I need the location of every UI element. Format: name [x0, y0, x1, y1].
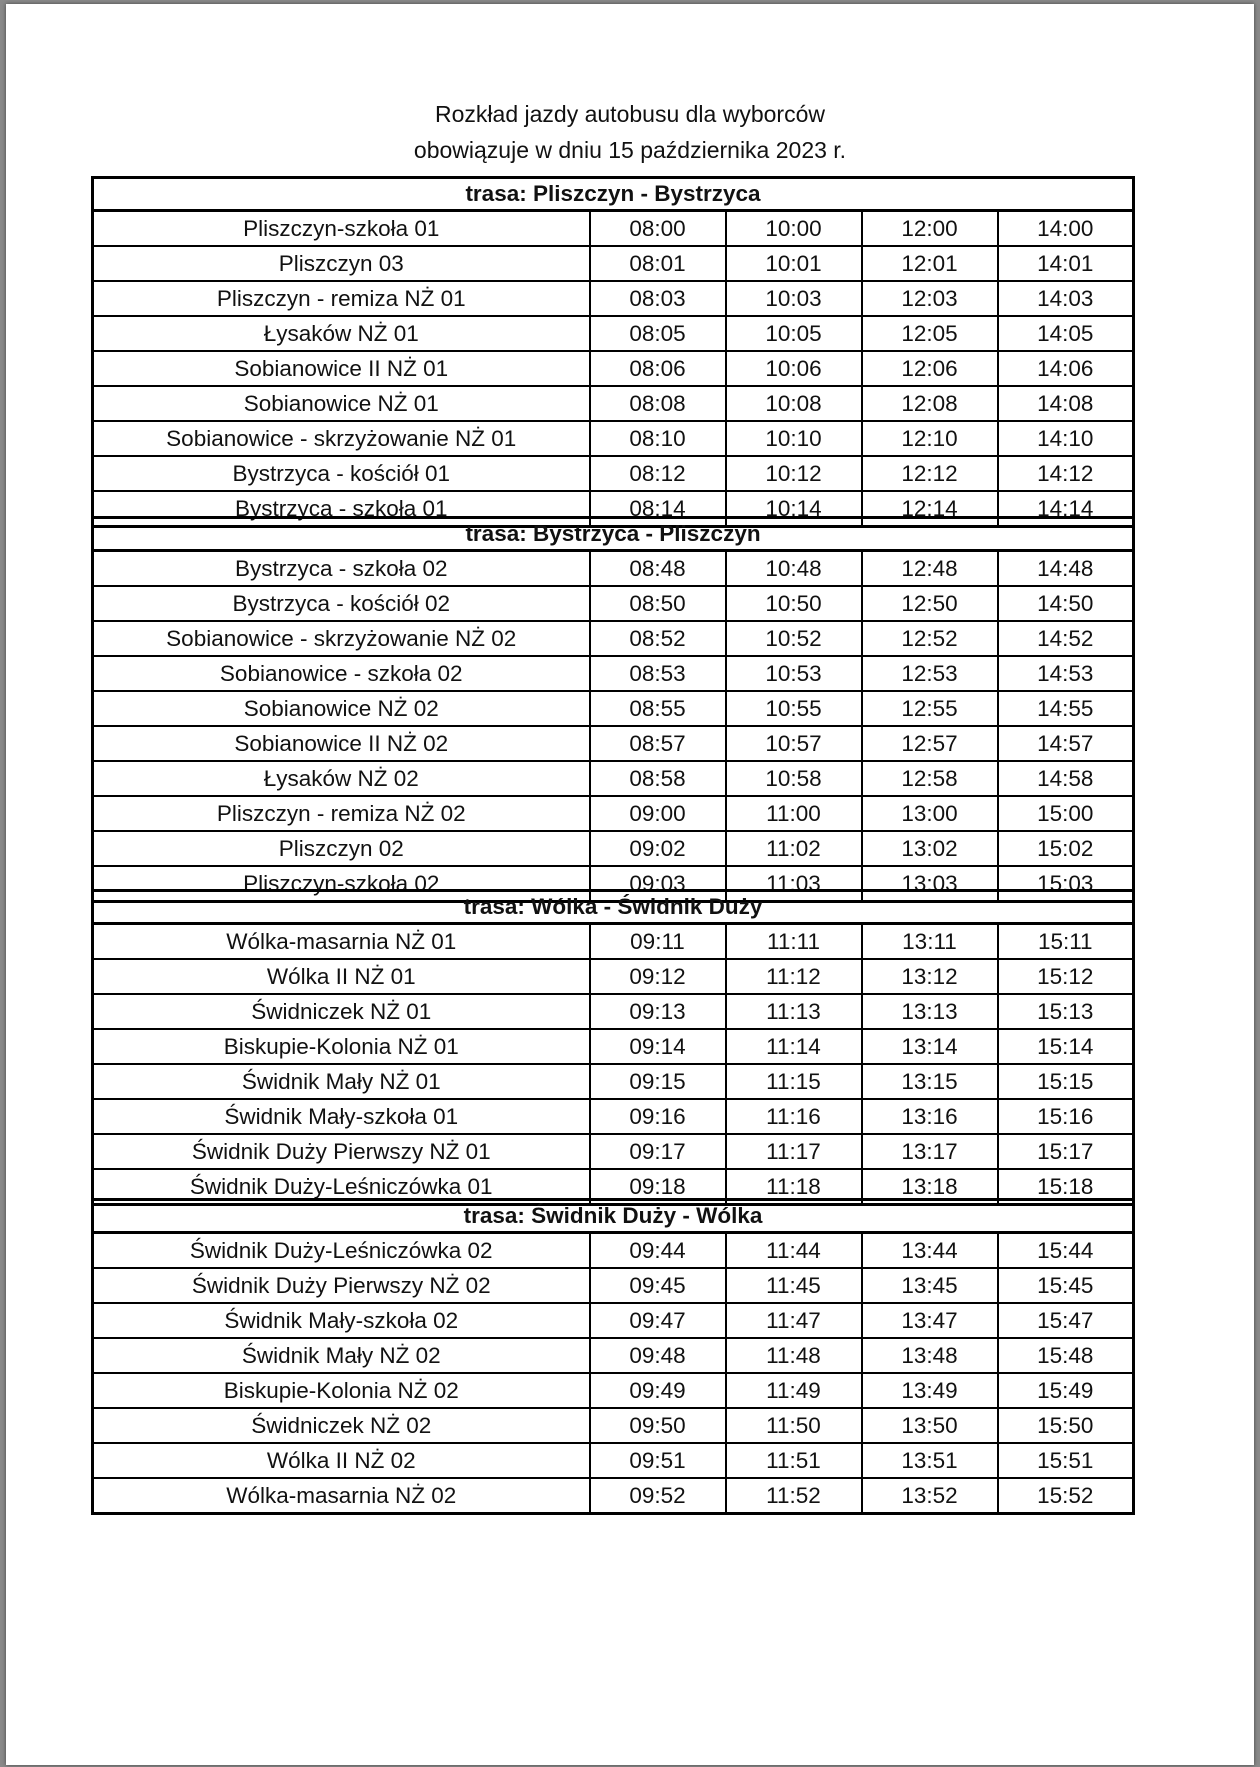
- departure-time: 15:03: [998, 866, 1134, 902]
- departure-time: 15:02: [998, 831, 1134, 866]
- departure-time: 12:55: [862, 691, 998, 726]
- departure-time: 08:53: [590, 656, 726, 691]
- stop-name: Pliszczyn 02: [93, 831, 590, 866]
- departure-time: 13:17: [862, 1134, 998, 1169]
- departure-time: 10:50: [726, 586, 862, 621]
- departure-time: 09:16: [590, 1099, 726, 1134]
- departure-time: 14:01: [998, 246, 1134, 281]
- departure-time: 13:14: [862, 1029, 998, 1064]
- table-row: [93, 456, 1134, 491]
- departure-time: 10:01: [726, 246, 862, 281]
- departure-time: 10:52: [726, 621, 862, 656]
- departure-time: 10:53: [726, 656, 862, 691]
- stop-name: Świdnik Duży-Leśniczówka 01: [93, 1169, 590, 1205]
- departure-time: 15:13: [998, 994, 1134, 1029]
- table-row: [93, 1064, 1134, 1099]
- departure-time: 11:12: [726, 959, 862, 994]
- departure-time: 13:45: [862, 1268, 998, 1303]
- stop-name: Bystrzyca - kościół 01: [93, 456, 590, 491]
- stop-name: Wólka-masarnia NŻ 01: [93, 924, 590, 960]
- departure-time: 15:49: [998, 1373, 1134, 1408]
- departure-time: 12:03: [862, 281, 998, 316]
- table-row: [93, 831, 1134, 866]
- departure-time: 12:00: [862, 211, 998, 247]
- table-row: [93, 761, 1134, 796]
- departure-time: 08:55: [590, 691, 726, 726]
- departure-time: 14:10: [998, 421, 1134, 456]
- departure-time: 14:55: [998, 691, 1134, 726]
- header-date: obowiązuje w dniu 15 października 2023 r.: [413, 137, 847, 163]
- departure-time: 09:11: [590, 924, 726, 960]
- table-row: [93, 421, 1134, 456]
- departure-time: 13:51: [862, 1443, 998, 1478]
- table-row: [93, 1134, 1134, 1169]
- departure-time: 12:57: [862, 726, 998, 761]
- route-title: trasa: Świdnik Duży - Wólka: [93, 1200, 1134, 1233]
- departure-time: 10:57: [726, 726, 862, 761]
- departure-time: 13:18: [862, 1169, 998, 1205]
- route-title-row: [93, 178, 1134, 211]
- departure-time: 14:14: [998, 491, 1134, 527]
- departure-time: 13:15: [862, 1064, 998, 1099]
- departure-time: 09:51: [590, 1443, 726, 1478]
- departure-time: 10:05: [726, 316, 862, 351]
- departure-time: 09:14: [590, 1029, 726, 1064]
- departure-time: 08:52: [590, 621, 726, 656]
- departure-time: 13:50: [862, 1408, 998, 1443]
- departure-time: 08:00: [590, 211, 726, 247]
- route-title-row: [93, 1200, 1134, 1233]
- departure-time: 09:03: [590, 866, 726, 902]
- route-table: [91, 176, 1135, 528]
- departure-time: 10:03: [726, 281, 862, 316]
- stop-name: Świdnik Mały-szkoła 01: [93, 1099, 590, 1134]
- table-row: [93, 1268, 1134, 1303]
- stop-name: Świdnik Duży Pierwszy NŻ 02: [93, 1268, 590, 1303]
- departure-time: 13:12: [862, 959, 998, 994]
- departure-time: 09:18: [590, 1169, 726, 1205]
- departure-time: 11:02: [726, 831, 862, 866]
- departure-time: 10:48: [726, 551, 862, 587]
- departure-time: 11:17: [726, 1134, 862, 1169]
- table-row: [93, 1338, 1134, 1373]
- departure-time: 09:44: [590, 1233, 726, 1269]
- departure-time: 08:50: [590, 586, 726, 621]
- departure-time: 13:03: [862, 866, 998, 902]
- stop-name: Świdniczek NŻ 01: [93, 994, 590, 1029]
- departure-time: 15:50: [998, 1408, 1134, 1443]
- departure-time: 11:49: [726, 1373, 862, 1408]
- departure-time: 12:50: [862, 586, 998, 621]
- stop-name: Pliszczyn 03: [93, 246, 590, 281]
- header-title: Rozkład jazdy autobusu dla wyborców: [435, 101, 825, 127]
- table-row: [93, 1233, 1134, 1269]
- stop-name: Sobianowice - skrzyżowanie NŻ 01: [93, 421, 590, 456]
- departure-time: 14:52: [998, 621, 1134, 656]
- departure-time: 13:11: [862, 924, 998, 960]
- departure-time: 08:48: [590, 551, 726, 587]
- departure-time: 09:48: [590, 1338, 726, 1373]
- departure-time: 14:03: [998, 281, 1134, 316]
- table-row: [93, 656, 1134, 691]
- departure-time: 13:16: [862, 1099, 998, 1134]
- table-row: [93, 1408, 1134, 1443]
- departure-time: 15:45: [998, 1268, 1134, 1303]
- stop-name: Sobianowice NŻ 01: [93, 386, 590, 421]
- route-title: trasa: Bystrzyca - Pliszczyn: [93, 518, 1134, 551]
- stop-name: Łysaków NŻ 02: [93, 761, 590, 796]
- departure-time: 15:00: [998, 796, 1134, 831]
- table-row: [93, 994, 1134, 1029]
- table-row: [93, 1303, 1134, 1338]
- departure-time: 12:10: [862, 421, 998, 456]
- table-row: [93, 1099, 1134, 1134]
- stop-name: Świdnik Mały NŻ 02: [93, 1338, 590, 1373]
- departure-time: 09:00: [590, 796, 726, 831]
- departure-time: 13:00: [862, 796, 998, 831]
- stop-name: Świdnik Mały NŻ 01: [93, 1064, 590, 1099]
- departure-time: 10:55: [726, 691, 862, 726]
- departure-time: 11:00: [726, 796, 862, 831]
- departure-time: 12:48: [862, 551, 998, 587]
- route-title: trasa: Wólka - Świdnik Duży: [93, 891, 1134, 924]
- table-row: [93, 1373, 1134, 1408]
- departure-time: 08:57: [590, 726, 726, 761]
- departure-time: 14:53: [998, 656, 1134, 691]
- departure-time: 14:06: [998, 351, 1134, 386]
- stop-name: Sobianowice - skrzyżowanie NŻ 02: [93, 621, 590, 656]
- departure-time: 09:50: [590, 1408, 726, 1443]
- departure-time: 15:48: [998, 1338, 1134, 1373]
- departure-time: 15:47: [998, 1303, 1134, 1338]
- table-row: [93, 246, 1134, 281]
- departure-time: 13:02: [862, 831, 998, 866]
- departure-time: 09:17: [590, 1134, 726, 1169]
- departure-time: 10:12: [726, 456, 862, 491]
- table-row: [93, 924, 1134, 960]
- departure-time: 10:08: [726, 386, 862, 421]
- table-row: [93, 796, 1134, 831]
- stop-name: Bystrzyca - kościół 02: [93, 586, 590, 621]
- departure-time: 14:58: [998, 761, 1134, 796]
- departure-time: 09:02: [590, 831, 726, 866]
- departure-time: 12:12: [862, 456, 998, 491]
- stop-name: Świdnik Mały-szkoła 02: [93, 1303, 590, 1338]
- stop-name: Biskupie-Kolonia NŻ 01: [93, 1029, 590, 1064]
- route-title: trasa: Pliszczyn - Bystrzyca: [93, 178, 1134, 211]
- departure-time: 14:48: [998, 551, 1134, 587]
- departure-time: 08:58: [590, 761, 726, 796]
- table-row: [93, 726, 1134, 761]
- departure-time: 11:18: [726, 1169, 862, 1205]
- stop-name: Pliszczyn - remiza NŻ 02: [93, 796, 590, 831]
- departure-time: 08:03: [590, 281, 726, 316]
- departure-time: 11:47: [726, 1303, 862, 1338]
- table-row: [93, 1029, 1134, 1064]
- route-table: [91, 889, 1135, 1206]
- stop-name: Łysaków NŻ 01: [93, 316, 590, 351]
- departure-time: 09:15: [590, 1064, 726, 1099]
- departure-time: 14:08: [998, 386, 1134, 421]
- departure-time: 15:11: [998, 924, 1134, 960]
- departure-time: 11:48: [726, 1338, 862, 1373]
- departure-time: 13:49: [862, 1373, 998, 1408]
- table-row: [93, 1478, 1134, 1514]
- departure-time: 15:44: [998, 1233, 1134, 1269]
- departure-time: 11:03: [726, 866, 862, 902]
- departure-time: 14:57: [998, 726, 1134, 761]
- departure-time: 11:13: [726, 994, 862, 1029]
- departure-time: 11:44: [726, 1233, 862, 1269]
- table-row: [93, 351, 1134, 386]
- departure-time: 10:00: [726, 211, 862, 247]
- departure-time: 11:15: [726, 1064, 862, 1099]
- departure-time: 15:52: [998, 1478, 1134, 1514]
- departure-time: 11:16: [726, 1099, 862, 1134]
- departure-time: 15:15: [998, 1064, 1134, 1099]
- stop-name: Sobianowice - szkoła 02: [93, 656, 590, 691]
- departure-time: 09:52: [590, 1478, 726, 1514]
- departure-time: 14:05: [998, 316, 1134, 351]
- departure-time: 12:05: [862, 316, 998, 351]
- stop-name: Wólka-masarnia NŻ 02: [93, 1478, 590, 1514]
- departure-time: 12:08: [862, 386, 998, 421]
- departure-time: 08:12: [590, 456, 726, 491]
- departure-time: 10:14: [726, 491, 862, 527]
- stop-name: Wólka II NŻ 01: [93, 959, 590, 994]
- route-title-row: [93, 891, 1134, 924]
- departure-time: 12:14: [862, 491, 998, 527]
- route-title-row: [93, 518, 1134, 551]
- table-row: [93, 1443, 1134, 1478]
- departure-time: 11:51: [726, 1443, 862, 1478]
- departure-time: 09:13: [590, 994, 726, 1029]
- departure-time: 08:06: [590, 351, 726, 386]
- departure-time: 14:50: [998, 586, 1134, 621]
- departure-time: 08:08: [590, 386, 726, 421]
- document-page: [6, 4, 1254, 1765]
- departure-time: 15:14: [998, 1029, 1134, 1064]
- stop-name: Bystrzyca - szkoła 01: [93, 491, 590, 527]
- departure-time: 15:51: [998, 1443, 1134, 1478]
- table-row: [93, 386, 1134, 421]
- table-row: [93, 621, 1134, 656]
- departure-time: 11:50: [726, 1408, 862, 1443]
- departure-time: 10:58: [726, 761, 862, 796]
- departure-time: 12:52: [862, 621, 998, 656]
- departure-time: 15:17: [998, 1134, 1134, 1169]
- departure-time: 13:13: [862, 994, 998, 1029]
- departure-time: 11:11: [726, 924, 862, 960]
- route-table: [91, 1198, 1135, 1515]
- table-row: [93, 316, 1134, 351]
- departure-time: 11:52: [726, 1478, 862, 1514]
- departure-time: 08:01: [590, 246, 726, 281]
- departure-time: 10:06: [726, 351, 862, 386]
- departure-time: 13:52: [862, 1478, 998, 1514]
- stop-name: Wólka II NŻ 02: [93, 1443, 590, 1478]
- stop-name: Świdniczek NŻ 02: [93, 1408, 590, 1443]
- departure-time: 12:06: [862, 351, 998, 386]
- departure-time: 15:18: [998, 1169, 1134, 1205]
- table-row: [93, 959, 1134, 994]
- departure-time: 15:12: [998, 959, 1134, 994]
- stop-name: Sobianowice NŻ 02: [93, 691, 590, 726]
- stop-name: Świdnik Duży Pierwszy NŻ 01: [93, 1134, 590, 1169]
- departure-time: 14:12: [998, 456, 1134, 491]
- departure-time: 09:12: [590, 959, 726, 994]
- table-row: [93, 551, 1134, 587]
- table-row: [93, 211, 1134, 247]
- departure-time: 09:49: [590, 1373, 726, 1408]
- route-table: [91, 516, 1135, 903]
- departure-time: 08:14: [590, 491, 726, 527]
- document-header: [6, 96, 1254, 168]
- departure-time: 11:14: [726, 1029, 862, 1064]
- stop-name: Pliszczyn - remiza NŻ 01: [93, 281, 590, 316]
- departure-time: 13:48: [862, 1338, 998, 1373]
- stop-name: Sobianowice II NŻ 02: [93, 726, 590, 761]
- departure-time: 11:45: [726, 1268, 862, 1303]
- departure-time: 12:58: [862, 761, 998, 796]
- table-row: [93, 586, 1134, 621]
- departure-time: 08:10: [590, 421, 726, 456]
- departure-time: 08:05: [590, 316, 726, 351]
- stop-name: Biskupie-Kolonia NŻ 02: [93, 1373, 590, 1408]
- table-row: [93, 281, 1134, 316]
- table-row: [93, 691, 1134, 726]
- departure-time: 09:47: [590, 1303, 726, 1338]
- stop-name: Pliszczyn-szkoła 02: [93, 866, 590, 902]
- departure-time: 13:44: [862, 1233, 998, 1269]
- stop-name: Sobianowice II NŻ 01: [93, 351, 590, 386]
- stop-name: Bystrzyca - szkoła 02: [93, 551, 590, 587]
- departure-time: 12:53: [862, 656, 998, 691]
- departure-time: 10:10: [726, 421, 862, 456]
- departure-time: 15:16: [998, 1099, 1134, 1134]
- departure-time: 12:01: [862, 246, 998, 281]
- stop-name: Pliszczyn-szkoła 01: [93, 211, 590, 247]
- departure-time: 13:47: [862, 1303, 998, 1338]
- departure-time: 09:45: [590, 1268, 726, 1303]
- departure-time: 14:00: [998, 211, 1134, 247]
- stop-name: Świdnik Duży-Leśniczówka 02: [93, 1233, 590, 1269]
